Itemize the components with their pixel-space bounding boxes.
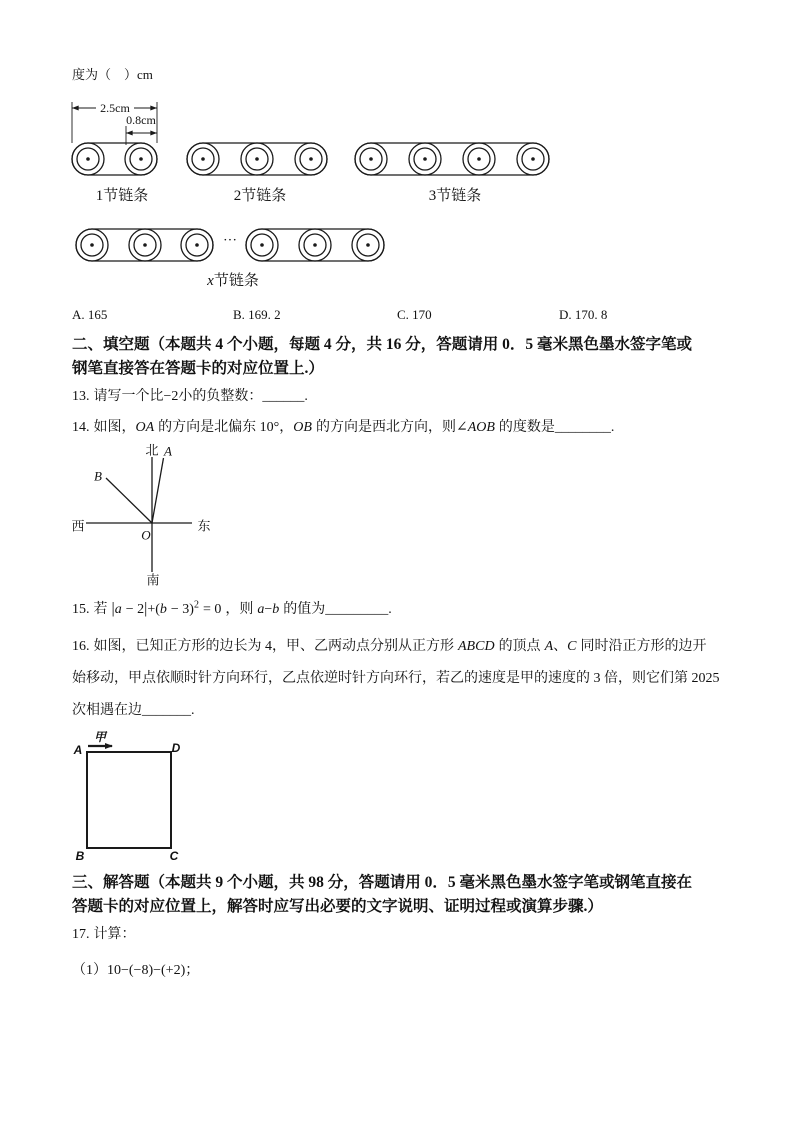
question-number: 17.	[72, 927, 90, 942]
question-12-stem-tail: 度为（ ）cm	[72, 67, 153, 82]
question-15	[72, 598, 392, 621]
math-term: − 3	[170, 602, 190, 617]
variable-a: a	[257, 602, 265, 617]
dimension-annotation	[72, 101, 157, 145]
square-abcd	[87, 752, 171, 848]
chain-roller-pin	[477, 157, 481, 161]
question-17-part-1	[72, 960, 199, 982]
label-west: 西	[71, 518, 85, 534]
variable-b: b	[272, 602, 280, 617]
math-equation-rhs: = 0	[202, 602, 222, 617]
question-17	[72, 925, 136, 945]
variable-b: b	[159, 602, 167, 617]
part-label: （1）	[72, 963, 107, 978]
square-figure	[0, 725, 210, 870]
chain-roller-pin	[195, 243, 199, 247]
question-number: 13.	[72, 389, 90, 404]
paren-open: (	[155, 602, 160, 617]
punctuation: .	[191, 703, 195, 718]
answer-blank: ________	[554, 420, 611, 435]
question-text: 的值为	[283, 602, 326, 617]
vertex-label-a: A	[73, 743, 83, 757]
chain-link-outline	[355, 143, 549, 175]
chain-figure	[0, 95, 600, 295]
question-text: 的方向是西北方向，则	[315, 420, 456, 435]
chain-roller-pin	[255, 157, 259, 161]
question-text: 如图，	[93, 420, 136, 435]
section-2-heading-line-1: 二、填空题（本题共 4 个小题，每题 4 分，共 16 分，答题请用 0．5 毫米黑色墨水签字笔或	[72, 336, 693, 353]
ray-oa: OA	[135, 420, 155, 435]
chain-x-links-left-group	[76, 229, 213, 261]
ray-ob-line	[106, 478, 152, 523]
math-operator: +	[147, 602, 156, 617]
chain-label-2: 2节链条	[233, 188, 287, 204]
question-text: 、	[553, 639, 568, 654]
question-text: ，则	[225, 602, 254, 617]
chain-link-outline	[72, 143, 157, 175]
question-text: 次相遇在边	[72, 703, 142, 718]
answer-blank: _______	[142, 703, 191, 718]
paren-close: )	[189, 602, 194, 617]
question-16-line-2: 始移动，甲点依顺时针方向环行，乙点依逆时针方向环行，若乙的速度是甲的速度的 3 倍，则它们第 2025	[72, 671, 720, 686]
absolute-bar-open: |	[111, 600, 115, 617]
question-number: 16.	[72, 639, 90, 654]
section-3-heading-line-2: 答题卡的对应位置上，解答时应写出必要的文字说明、证明过程或演算步骤.）	[72, 898, 603, 915]
chain-1-link	[72, 143, 157, 175]
question-text: 同时沿正方形的边开	[580, 639, 707, 654]
chain-roller-pin	[201, 157, 205, 161]
math-expression: 10−(−8)−(+2)	[107, 963, 186, 978]
vertex-label-b: B	[75, 849, 85, 863]
chain-label-x	[206, 271, 259, 289]
section-2-heading-line-2: 钢笔直接答在答题卡的对应位置上.）	[72, 360, 324, 377]
chain-roller-pin	[143, 243, 147, 247]
option-c: C. 170	[397, 307, 432, 322]
question-16-line-3	[72, 701, 195, 721]
exponent: 2	[193, 599, 199, 611]
chain-label-x-text: 节链条	[213, 273, 259, 289]
angle-symbol: ∠	[455, 420, 468, 435]
question-number: 14.	[72, 420, 90, 435]
chain-roller-pin	[423, 157, 427, 161]
question-text: 计算：	[93, 927, 136, 942]
ray-oa-line	[152, 458, 164, 523]
vertex-label-d: D	[171, 741, 181, 755]
vertex-c: C	[567, 639, 577, 654]
question-number: 15.	[72, 602, 90, 617]
chain-roller-pin	[139, 157, 143, 161]
dimension-label-part: 0.8cm	[126, 113, 156, 127]
answer-blank: _________	[325, 602, 389, 617]
question-13	[72, 387, 308, 407]
math-operator: −	[264, 602, 273, 617]
vertex-a: A	[544, 639, 554, 654]
dimension-label-total: 2.5cm	[100, 101, 130, 115]
chain-roller-pin	[260, 243, 264, 247]
chain-roller-pin	[90, 243, 94, 247]
chain-2-links	[187, 143, 327, 175]
mover-label: 甲	[93, 730, 107, 744]
question-text: 请写一个比	[93, 389, 164, 404]
compass-figure	[0, 438, 240, 598]
question-text: 若	[93, 602, 108, 617]
option-b: B. 169. 2	[233, 307, 281, 322]
label-east: 东	[197, 518, 211, 534]
chain-roller-pin	[309, 157, 313, 161]
chain-ellipsis: ···	[223, 233, 237, 249]
chain-roller-pin	[531, 157, 535, 161]
label-origin: O	[141, 527, 151, 543]
vertex-label-c: C	[169, 849, 179, 863]
section-3-heading-line-1: 三、解答题（本题共 9 个小题，共 98 分，答题请用 0．5 毫米黑色墨水签字笔或钢笔直接在	[72, 874, 693, 891]
chain-roller-pin	[313, 243, 317, 247]
math-expression: −2	[163, 389, 179, 404]
chain-label-3: 3节链条	[428, 188, 482, 204]
option-d: D. 170. 8	[559, 307, 608, 322]
question-text: 小的负整数：	[178, 389, 263, 404]
chain-roller-pin	[86, 157, 90, 161]
question-14	[72, 418, 614, 438]
chain-3-links	[355, 143, 549, 175]
ray-ob: OB	[293, 420, 312, 435]
label-north: 北	[145, 442, 159, 458]
option-a: A. 165	[72, 307, 108, 322]
chain-roller-pin	[366, 243, 370, 247]
question-text: 的方向是北偏东 10°，	[158, 420, 294, 435]
math-term: − 2	[125, 602, 145, 617]
answer-blank: ______	[262, 389, 305, 404]
question-text: 如图，已知正方形的边长为 4，甲、乙两动点分别从正方形	[93, 639, 454, 654]
punctuation: .	[388, 602, 392, 617]
punctuation: ；	[185, 963, 200, 978]
question-16-line-1	[72, 637, 706, 657]
punctuation: .	[304, 389, 308, 404]
chain-x-links-right-group	[246, 229, 384, 261]
chain-label-1: 1节链条	[95, 188, 149, 204]
label-south: 南	[146, 572, 160, 588]
variable-a: a	[114, 602, 122, 617]
question-text: 的度数是	[498, 420, 555, 435]
label-point-a: A	[164, 443, 172, 459]
label-point-b: B	[94, 468, 102, 484]
chain-roller-pin	[369, 157, 373, 161]
chain-label-x-variable: x	[207, 273, 214, 289]
punctuation: .	[610, 420, 615, 435]
square-name: ABCD	[458, 639, 495, 654]
absolute-bar-close: |	[144, 600, 148, 617]
question-text: 的顶点	[498, 639, 541, 654]
angle-name: AOB	[467, 420, 495, 435]
